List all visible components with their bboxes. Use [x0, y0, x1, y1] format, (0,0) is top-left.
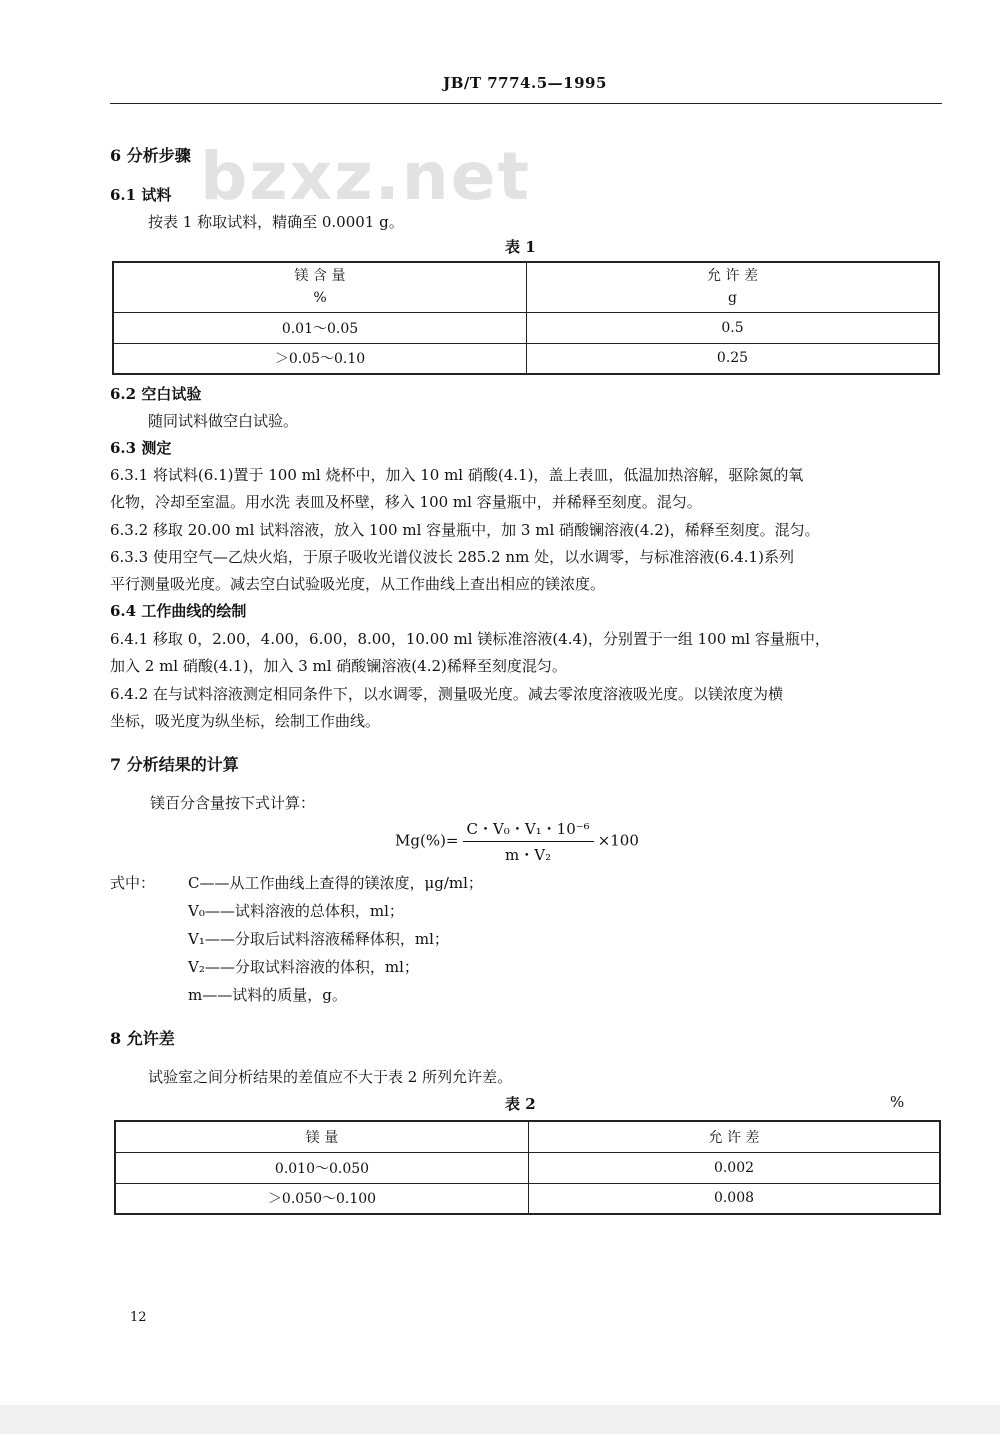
page-header: JB/T 7774.5—1995 — [443, 74, 607, 92]
formula-fraction — [463, 818, 594, 865]
formula — [395, 818, 639, 865]
section-6-title: 6 分析步骤 — [110, 146, 191, 165]
formula-lhs: Mg(%)= — [395, 831, 459, 850]
where-label: 式中： — [110, 874, 156, 892]
section-6-3-3-line2: 平行测量吸光度。减去空白试验吸光度，从工作曲线上查出相应的镁浓度。 — [110, 575, 606, 593]
section-6-3-1-line2: 化物，冷却至室温。用水洗 表皿及杯壁，移入 100 ml 容量瓶中，并稀释至刻度。混匀。 — [110, 493, 702, 511]
formula-denominator: m・V₂ — [505, 846, 552, 864]
table-2-header-tolerance: 允 许 差 — [529, 1121, 941, 1152]
section-6-4-2-line1: 6.4.2 在与试料溶液测定相同条件下，以水调零，测量吸光度。减去零浓度溶液吸光度。以镁浓度为横 — [110, 685, 783, 703]
table-cell: ＞0.050～0.100 — [115, 1183, 529, 1214]
table-2-caption: 表 2 — [505, 1095, 536, 1113]
table-cell: 0.002 — [529, 1152, 941, 1183]
section-6-3-3-line1: 6.3.3 使用空气—乙炔火焰，于原子吸收光谱仪波长 285.2 nm 处，以水调零，与标准溶液(6.4.1)系列 — [110, 548, 794, 566]
formula-tail: ×100 — [597, 831, 639, 850]
variable-c: C——从工作曲线上查得的镁浓度，μg/ml； — [188, 874, 483, 892]
table-2-unit: % — [890, 1093, 905, 1111]
table-1-header-unit: % — [313, 290, 327, 307]
table-cell: 0.010～0.050 — [115, 1152, 529, 1183]
table-1-header-tolerance — [527, 262, 940, 312]
watermark: bzxz.net — [200, 138, 532, 215]
variable-v0: V₀——试料溶液的总体积，ml； — [188, 902, 404, 920]
section-6-1-title: 6.1 试料 — [110, 186, 172, 204]
section-6-3-1-line1: 6.3.1 将试料(6.1)置于 100 ml 烧杯中，加入 10 ml 硝酸(4.1)，盖上表皿，低温加热溶解，驱除氮的氧 — [110, 466, 804, 484]
section-6-3-2: 6.3.2 移取 20.00 ml 试料溶液，放入 100 ml 容量瓶中，加 3 ml 硝酸镧溶液(4.2)，稀释至刻度。混匀。 — [110, 521, 820, 539]
table-1-header-label: 镁 含 量 — [294, 268, 346, 285]
section-8-title: 8 允许差 — [110, 1029, 175, 1048]
table-row — [115, 1152, 940, 1183]
section-8-text: 试验室之间分析结果的差值应不大于表 2 所列允许差。 — [148, 1068, 513, 1086]
page-number: 12 — [130, 1310, 147, 1325]
table-2-header-magnesium: 镁 量 — [115, 1121, 529, 1152]
section-6-1-text: 按表 1 称取试料，精确至 0.0001 g。 — [148, 213, 404, 231]
section-6-4-1-line2: 加入 2 ml 硝酸(4.1)，加入 3 ml 硝酸镧溶液(4.2)稀释至刻度混匀。 — [110, 657, 567, 675]
section-7-title: 7 分析结果的计算 — [110, 755, 239, 774]
section-6-2-text: 随同试料做空白试验。 — [148, 412, 299, 430]
table-cell: 0.008 — [529, 1183, 941, 1214]
table-row — [115, 1183, 940, 1214]
table-row — [113, 312, 939, 343]
table-cell: 0.01～0.05 — [113, 312, 527, 343]
table-1-header-label: 允 许 差 — [707, 268, 758, 285]
section-6-4-2-line2: 坐标，吸光度为纵坐标，绘制工作曲线。 — [110, 712, 381, 730]
section-6-4-1-line1: 6.4.1 移取 0，2.00，4.00，6.00，8.00，10.00 ml 镁标准溶液(4.4)，分别置于一组 100 ml 容量瓶中， — [110, 630, 830, 648]
table-1-caption: 表 1 — [505, 238, 536, 256]
header-rule — [110, 103, 942, 104]
table-1-header-magnesium — [113, 262, 527, 312]
bottom-strip — [0, 1405, 1000, 1434]
section-6-2-title: 6.2 空白试验 — [110, 385, 202, 403]
table-1-header-unit: g — [728, 290, 737, 307]
section-6-3-title: 6.3 测定 — [110, 439, 172, 457]
table-2 — [114, 1120, 941, 1215]
table-1 — [112, 261, 940, 375]
section-7-intro: 镁百分含量按下式计算： — [150, 794, 316, 812]
table-cell: 0.25 — [527, 343, 940, 374]
section-6-4-title: 6.4 工作曲线的绘制 — [110, 602, 247, 620]
formula-numerator: C・V₀・V₁・10⁻⁶ — [463, 818, 594, 842]
table-cell: 0.5 — [527, 312, 940, 343]
table-cell: ＞0.05～0.10 — [113, 343, 527, 374]
variable-v2: V₂——分取试料溶液的体积，ml； — [188, 958, 419, 976]
variable-m: m——试料的质量，g。 — [188, 986, 347, 1004]
table-row — [113, 343, 939, 374]
variable-v1: V₁——分取后试料溶液稀释体积，ml； — [188, 930, 449, 948]
